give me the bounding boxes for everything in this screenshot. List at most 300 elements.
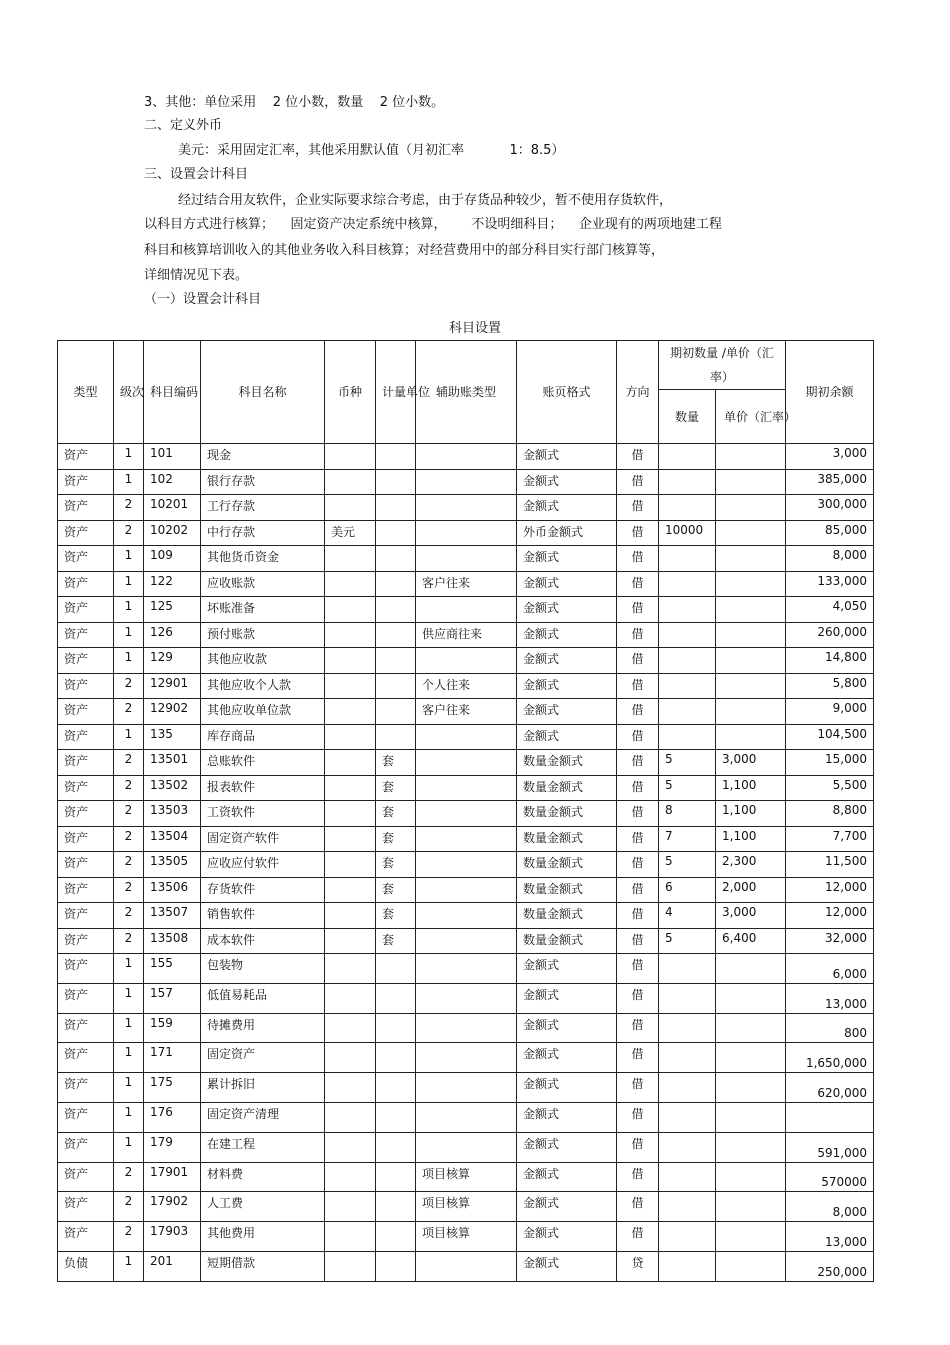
row-format: 数量金额式 [517,826,617,852]
table-row [58,954,874,984]
row-qty [659,1013,716,1043]
row-currency [325,928,376,954]
table-row [58,826,874,852]
table-row [58,1043,874,1073]
row-currency [325,648,376,674]
row-level: 2 [114,699,144,725]
row-unit [376,571,416,597]
row-format: 金额式 [517,673,617,699]
row-aux [416,444,517,470]
row-format: 金额式 [517,469,617,495]
row-unit: 套 [376,801,416,827]
row-unit: 套 [376,826,416,852]
row-direction: 借 [617,775,659,801]
row-code: 13506 [144,877,201,903]
row-level: 2 [114,903,144,929]
row-aux [416,983,517,1013]
row-price [716,699,786,725]
row-balance: 6,000 [786,954,874,984]
row-unit [376,1222,416,1252]
row-aux: 项目核算 [416,1222,517,1252]
row-format: 金额式 [517,495,617,521]
row-currency [325,1162,376,1192]
header-direction: 方向 [617,341,659,444]
row-type: 资产 [58,546,114,572]
row-qty [659,1192,716,1222]
row-name: 包装物 [201,954,325,984]
row-direction: 借 [617,1013,659,1043]
row-direction: 借 [617,1102,659,1132]
row-type: 资产 [58,750,114,776]
row-unit [376,622,416,648]
row-code: 122 [144,571,201,597]
row-aux [416,1073,517,1103]
row-unit: 套 [376,750,416,776]
table-row [58,444,874,470]
row-type: 资产 [58,444,114,470]
row-unit [376,983,416,1013]
row-direction: 借 [617,1192,659,1222]
row-currency [325,444,376,470]
table-caption: 科目设置 [448,321,501,336]
row-unit [376,546,416,572]
row-aux: 客户往来 [416,571,517,597]
row-name: 报表软件 [201,775,325,801]
row-qty [659,622,716,648]
row-name: 其他应收款 [201,648,325,674]
row-unit [376,954,416,984]
row-code: 155 [144,954,201,984]
row-level: 1 [114,1043,144,1073]
row-currency [325,571,376,597]
table-row [58,1102,874,1132]
row-currency [325,699,376,725]
table-row [58,903,874,929]
row-balance: 133,000 [786,571,874,597]
row-unit [376,1162,416,1192]
row-balance: 7,700 [786,826,874,852]
row-type: 资产 [58,983,114,1013]
row-code: 201 [144,1251,201,1281]
row-code: 129 [144,648,201,674]
row-level: 1 [114,597,144,623]
row-code: 171 [144,1043,201,1073]
row-direction: 借 [617,724,659,750]
row-aux [416,1132,517,1162]
row-price [716,1162,786,1192]
row-direction: 借 [617,673,659,699]
row-level: 1 [114,622,144,648]
row-qty [659,469,716,495]
row-currency [325,801,376,827]
row-aux [416,1251,517,1281]
row-price: 3,000 [716,750,786,776]
header-level: 级次 [114,341,144,444]
row-currency [325,597,376,623]
row-currency [325,983,376,1013]
row-direction: 借 [617,1132,659,1162]
row-type: 资产 [58,877,114,903]
row-currency [325,622,376,648]
row-level: 1 [114,983,144,1013]
row-type: 资产 [58,648,114,674]
row-name: 工行存款 [201,495,325,521]
row-code: 17903 [144,1222,201,1252]
row-format: 外币金额式 [517,520,617,546]
row-direction: 借 [617,622,659,648]
row-level: 1 [114,954,144,984]
row-aux: 客户往来 [416,699,517,725]
row-direction: 借 [617,826,659,852]
row-format: 数量金额式 [517,852,617,878]
row-name: 坏账准备 [201,597,325,623]
row-aux [416,597,517,623]
row-level: 2 [114,852,144,878]
row-type: 资产 [58,954,114,984]
row-format: 金额式 [517,983,617,1013]
header-qty: 数量 [659,390,716,444]
row-qty: 5 [659,750,716,776]
table-row [58,495,874,521]
row-code: 135 [144,724,201,750]
table-row [58,622,874,648]
row-level: 1 [114,648,144,674]
table-row [58,775,874,801]
row-format: 金额式 [517,571,617,597]
row-balance: 250,000 [786,1251,874,1281]
row-code: 159 [144,1013,201,1043]
row-level: 2 [114,1222,144,1252]
table-row [58,877,874,903]
row-format: 金额式 [517,1251,617,1281]
row-name: 成本软件 [201,928,325,954]
row-unit [376,699,416,725]
row-balance: 85,000 [786,520,874,546]
row-qty [659,597,716,623]
row-name: 银行存款 [201,469,325,495]
row-type: 资产 [58,1102,114,1132]
row-code: 13505 [144,852,201,878]
row-balance: 1,650,000 [786,1043,874,1073]
row-aux [416,903,517,929]
row-unit: 套 [376,852,416,878]
row-currency [325,1192,376,1222]
row-qty [659,495,716,521]
row-code: 101 [144,444,201,470]
row-format: 数量金额式 [517,801,617,827]
row-unit [376,469,416,495]
row-level: 2 [114,928,144,954]
row-price [716,1102,786,1132]
row-price [716,546,786,572]
row-format: 金额式 [517,546,617,572]
row-qty: 5 [659,928,716,954]
row-type: 资产 [58,801,114,827]
row-unit [376,1192,416,1222]
row-balance: 385,000 [786,469,874,495]
row-code: 125 [144,597,201,623]
row-direction: 借 [617,750,659,776]
row-direction: 借 [617,1073,659,1103]
row-balance: 12,000 [786,877,874,903]
row-format: 金额式 [517,1162,617,1192]
row-balance: 5,800 [786,673,874,699]
row-unit [376,1251,416,1281]
row-name: 短期借款 [201,1251,325,1281]
row-level: 2 [114,1192,144,1222]
row-balance [786,1102,874,1132]
row-code: 12901 [144,673,201,699]
row-qty [659,648,716,674]
row-direction: 借 [617,546,659,572]
table-row [58,1073,874,1103]
row-level: 2 [114,801,144,827]
row-type: 资产 [58,1043,114,1073]
row-currency [325,1043,376,1073]
row-qty [659,1043,716,1073]
row-direction: 借 [617,852,659,878]
row-price [716,954,786,984]
row-type: 资产 [58,469,114,495]
row-direction: 借 [617,983,659,1013]
row-code: 179 [144,1132,201,1162]
row-level: 2 [114,877,144,903]
row-price [716,444,786,470]
row-qty [659,444,716,470]
table-row [58,1192,874,1222]
row-price [716,724,786,750]
intro-line-3: 美元：采用固定汇率，其他采用默认值（月初汇率 1：8.5） [178,143,565,158]
row-price [716,1013,786,1043]
row-currency [325,1222,376,1252]
row-type: 资产 [58,852,114,878]
intro-line-2: 二、定义外币 [144,118,223,133]
table-row [58,801,874,827]
row-qty [659,699,716,725]
header-balance: 期初余额 [786,341,874,444]
row-direction: 借 [617,1043,659,1073]
row-aux: 个人往来 [416,673,517,699]
row-level: 2 [114,1162,144,1192]
row-currency [325,1013,376,1043]
row-price [716,1192,786,1222]
table-row [58,852,874,878]
row-unit [376,673,416,699]
row-currency [325,1073,376,1103]
row-aux [416,1043,517,1073]
header-opening-group: 期初数量 /单价（汇率） [659,341,786,390]
row-qty [659,1162,716,1192]
row-level: 2 [114,673,144,699]
intro-line-9: （一）设置会计科目 [144,292,262,307]
row-type: 资产 [58,1192,114,1222]
row-price [716,622,786,648]
row-format: 金额式 [517,622,617,648]
row-balance: 570000 [786,1162,874,1192]
row-aux [416,495,517,521]
row-qty [659,1132,716,1162]
row-unit: 套 [376,928,416,954]
row-currency [325,1251,376,1281]
row-name: 固定资产清理 [201,1102,325,1132]
row-name: 销售软件 [201,903,325,929]
row-currency [325,750,376,776]
row-code: 12902 [144,699,201,725]
row-currency [325,954,376,984]
row-price [716,1043,786,1073]
row-code: 176 [144,1102,201,1132]
row-aux [416,826,517,852]
row-type: 资产 [58,826,114,852]
row-name: 待摊费用 [201,1013,325,1043]
row-currency [325,877,376,903]
row-aux [416,724,517,750]
table-row [58,469,874,495]
row-direction: 借 [617,699,659,725]
row-code: 175 [144,1073,201,1103]
table-row [58,1222,874,1252]
row-unit [376,520,416,546]
row-qty [659,724,716,750]
row-price [716,495,786,521]
row-aux: 供应商往来 [416,622,517,648]
intro-line-6: 以科目方式进行核算； 固定资产决定系统中核算， 不设明细科目； 企业现有的两项地建工程 [144,217,722,232]
row-currency [325,495,376,521]
row-format: 金额式 [517,1013,617,1043]
row-direction: 借 [617,1222,659,1252]
row-price: 1,100 [716,775,786,801]
table-row [58,571,874,597]
row-price [716,597,786,623]
row-name: 低值易耗品 [201,983,325,1013]
row-direction: 借 [617,444,659,470]
row-unit [376,724,416,750]
row-type: 资产 [58,1013,114,1043]
row-balance: 104,500 [786,724,874,750]
row-balance: 13,000 [786,983,874,1013]
row-type: 资产 [58,1222,114,1252]
row-aux [416,1013,517,1043]
row-type: 资产 [58,1073,114,1103]
row-level: 2 [114,750,144,776]
row-format: 数量金额式 [517,903,617,929]
row-name: 总账软件 [201,750,325,776]
row-price: 2,300 [716,852,786,878]
row-currency [325,826,376,852]
table-row [58,673,874,699]
row-price [716,1222,786,1252]
row-price [716,1073,786,1103]
row-aux: 项目核算 [416,1162,517,1192]
row-name: 在建工程 [201,1132,325,1162]
row-format: 金额式 [517,1073,617,1103]
row-type: 资产 [58,520,114,546]
row-balance: 8,000 [786,1192,874,1222]
row-currency [325,724,376,750]
row-level: 1 [114,546,144,572]
row-balance: 260,000 [786,622,874,648]
row-type: 资产 [58,903,114,929]
row-unit [376,1043,416,1073]
row-name: 其他货币资金 [201,546,325,572]
row-type: 资产 [58,1162,114,1192]
table-row [58,983,874,1013]
header-unit: 计量单位 [376,341,416,444]
row-aux [416,546,517,572]
row-type: 资产 [58,495,114,521]
row-code: 10202 [144,520,201,546]
row-level: 1 [114,1132,144,1162]
row-unit: 套 [376,775,416,801]
row-name: 其他应收个人款 [201,673,325,699]
row-currency [325,1132,376,1162]
row-code: 13508 [144,928,201,954]
row-unit [376,1073,416,1103]
row-type: 资产 [58,597,114,623]
row-direction: 借 [617,597,659,623]
row-type: 资产 [58,1132,114,1162]
row-code: 13503 [144,801,201,827]
row-aux [416,928,517,954]
row-direction: 借 [617,571,659,597]
row-direction: 借 [617,801,659,827]
row-format: 数量金额式 [517,928,617,954]
row-qty: 6 [659,877,716,903]
row-name: 人工费 [201,1192,325,1222]
row-price: 1,100 [716,826,786,852]
row-direction: 借 [617,648,659,674]
row-currency [325,469,376,495]
row-price [716,571,786,597]
row-name: 工资软件 [201,801,325,827]
row-code: 109 [144,546,201,572]
row-unit [376,1013,416,1043]
row-price: 3,000 [716,903,786,929]
row-qty: 7 [659,826,716,852]
row-aux: 项目核算 [416,1192,517,1222]
row-price [716,983,786,1013]
row-name: 库存商品 [201,724,325,750]
row-balance: 300,000 [786,495,874,521]
row-unit [376,648,416,674]
row-level: 1 [114,1102,144,1132]
row-qty: 8 [659,801,716,827]
row-balance: 3,000 [786,444,874,470]
row-name: 固定资产软件 [201,826,325,852]
row-balance: 9,000 [786,699,874,725]
row-currency [325,1102,376,1132]
row-type: 资产 [58,673,114,699]
row-aux [416,1102,517,1132]
row-unit [376,495,416,521]
row-direction: 借 [617,1162,659,1192]
row-aux [416,648,517,674]
header-format: 账页格式 [517,341,617,444]
row-price: 6,400 [716,928,786,954]
table-row [58,546,874,572]
header-currency: 币种 [325,341,376,444]
row-format: 数量金额式 [517,775,617,801]
row-level: 1 [114,1013,144,1043]
row-type: 资产 [58,724,114,750]
row-format: 金额式 [517,724,617,750]
row-qty [659,546,716,572]
row-price [716,1132,786,1162]
row-name: 现金 [201,444,325,470]
row-currency [325,903,376,929]
row-balance: 15,000 [786,750,874,776]
row-format: 金额式 [517,954,617,984]
